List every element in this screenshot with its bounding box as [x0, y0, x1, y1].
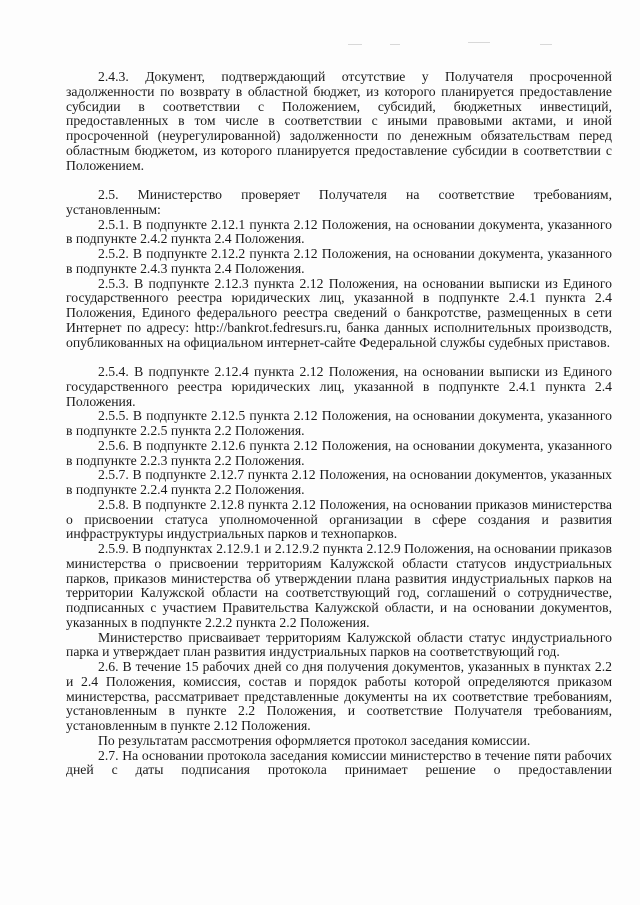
paragraph-2-5-9: 2.5.9. В подпунктах 2.12.9.1 и 2.12.9.2 пункта 2.12.9 Положения, на основании приказов министерства о присвоении территориям Калужской области статусов индустриальных парков, приказов министерства об утверждении плана развития индустриальных парков на территории Калужской области на соответствующий год, соглашений о сотрудничестве, подписанных с участием Правительства Калужской области, и на основании документов, указанных в подпункте 2.2.2 пункта 2.2 Положения.	[66, 541, 612, 630]
scan-noise	[468, 42, 490, 43]
paragraph-2-5-8: 2.5.8. В подпункте 2.12.8 пункта 2.12 Положения, на основании приказов министерства о присвоении статуса уполномоченной организации в сфере создания и развития инфраструктуры индустриальных парков и технопарков.	[66, 496, 612, 542]
scan-noise	[390, 44, 400, 45]
paragraph-2-5-3: 2.5.3. В подпункте 2.12.3 пункта 2.12 Положения, на основании выписки из Единого государственного реестра юридических лиц, указанной в подпункте 2.4.1 пункта 2.4 Положения, Единого федерального реестра сведений о банкротстве, размещенных в сети Интернет по адресу: http://bankrot.fedresurs.ru, банка данных исполнительных производств, опубликованных на официальном интернет-сайте Федеральной службы судебных приставов.	[66, 275, 612, 350]
paragraph-results: По результатам рассмотрения оформляется протокол заседания комиссии.	[98, 732, 531, 748]
paragraph-2-5-5: 2.5.5. В подпункте 2.12.5 пункта 2.12 Положения, на основании документа, указанного в подпункте 2.2.5 пункта 2.2 Положения.	[66, 408, 612, 438]
paragraph-ministry-status: Министерство присваивает территориям Калужской области статус индустриального парка и утверждает план развития индустриальных парков на соответствующий год.	[66, 629, 612, 660]
paragraph-2-5-7: 2.5.7. В подпункте 2.12.7 пункта 2.12 Положения, на основании документов, указанных в подпункте 2.2.4 пункта 2.2 Положения.	[66, 467, 612, 497]
paragraph-2-4-3: 2.4.3. Документ, подтверждающий отсутствие у Получателя просроченной задолженности по возврату в областной бюджет, из которого планируется предоставление субсидии в соответствии с Положением, субсидий, бюджетных инвестиций, предоставленных в том числе в соответствии с иными правовыми актами, и иной просроченной (неурегулированной) задолженности по денежным обязательствам перед областным бюджетом, из которого планируется предоставление субсидии в соответствии с Положением.	[66, 69, 612, 173]
paragraph-2-7: 2.7. На основании протокола заседания комиссии министерство в течение пяти рабочих дней с даты подписания протокола принимает решение о предоставлении	[66, 747, 612, 778]
paragraph-2-5-1: 2.5.1. В подпункте 2.12.1 пункта 2.12 Положения, на основании документа, указанного в подпункте 2.4.2 пункта 2.4 Положения.	[66, 216, 612, 247]
paragraph-2-5-2: 2.5.2. В подпункте 2.12.2 пункта 2.12 Положения, на основании документа, указанного в подпункте 2.4.3 пункта 2.4 Положения.	[66, 246, 612, 276]
paragraph-2-6: 2.6. В течение 15 рабочих дней со дня получения документов, указанных в пунктах 2.2 и 2.4 Положения, комиссия, состав и порядок работы которой определяются приказом министерства, рассматривает представленные документы на их соответствие требованиям, установленным в пункте 2.2 Положения, и соответствие Получателя требованиям, установленным в пункте 2.12 Положения.	[66, 659, 612, 733]
paragraph-2-5-6: 2.5.6. В подпункте 2.12.6 пункта 2.12 Положения, на основании документа, указанного в подпункте 2.2.3 пункта 2.2 Положения.	[66, 437, 612, 468]
scan-noise	[348, 44, 362, 45]
paragraph-2-5: 2.5. Министерство проверяет Получателя на соответствие требованиям, установленным:	[66, 187, 612, 217]
paragraph-2-5-4: 2.5.4. В подпункте 2.12.4 пункта 2.12 Положения, на основании выписки из Единого государственного реестра юридических лиц, указанной в подпункте 2.4.1 пункта 2.4 Положения.	[66, 364, 612, 409]
document-body	[66, 70, 612, 778]
scan-noise	[540, 44, 552, 45]
